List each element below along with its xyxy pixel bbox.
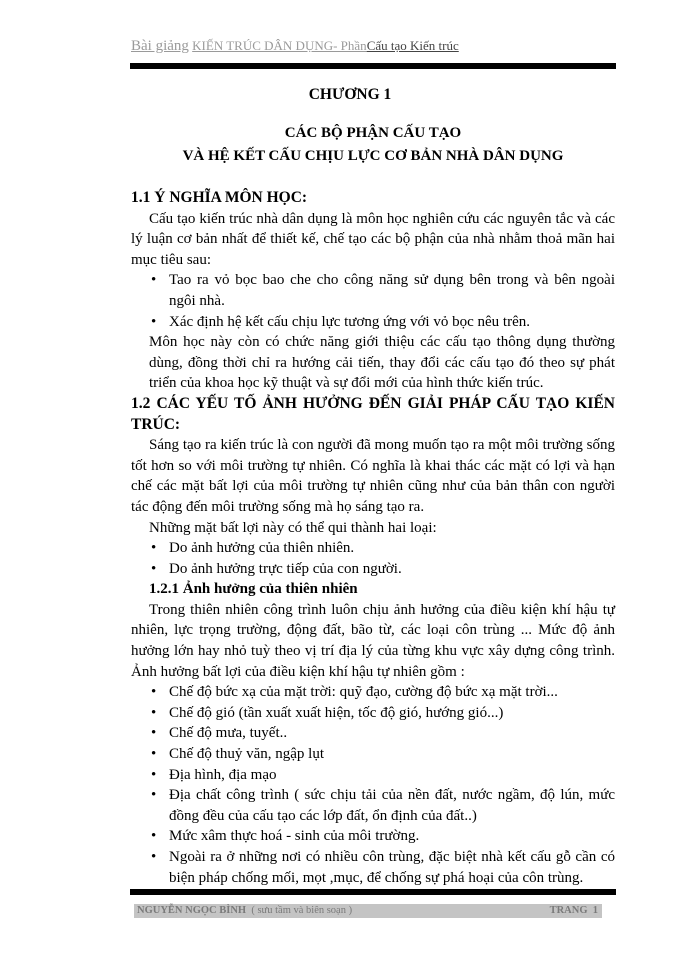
header-rule bbox=[130, 63, 616, 69]
list-item: • Xác định hệ kết cấu chịu lực tương ứng với vỏ bọc nêu trên. bbox=[131, 312, 615, 333]
chapter-title: CHƯƠNG 1 bbox=[308, 86, 392, 103]
footer-author: NGUYỄN NGỌC BÌNH bbox=[137, 905, 247, 916]
section-heading: 1.2 CÁC YẾU TỐ ẢNH HƯỞNG ĐẾN GIẢI PHÁP CẤU TẠO KIẾN TRÚC: bbox=[131, 394, 615, 433]
paragraph: Sáng tạo ra kiến trúc là con người đã mong muốn tạo ra một môi trường sống tốt hơn so với môi trường tự nhiên. Có nghĩa là khai thác các mặt có lợi và hạn chế các mặt bất lợi của môi trường tự nhiên cũng như của bản thân con người tác động đến môi trường sống mà họ sáng tạo ra. bbox=[131, 437, 615, 515]
list-item: • Địa hình, địa mạo bbox=[131, 765, 615, 786]
header-course: KIẾN TRÚC DÂN DỤNG- Phần bbox=[192, 38, 367, 53]
page-footer bbox=[134, 904, 602, 918]
list-item: • Địa chất công trình ( sức chịu tải của nền đất, nước ngầm, độ lún, mức đồng đều của cấu tạo các lớp đất, ổn định của đất..) bbox=[131, 785, 615, 826]
footer-note: ( sưu tầm và biên soạn ) bbox=[251, 905, 353, 916]
list-item: • Mức xâm thực hoá - sinh của môi trường. bbox=[131, 826, 615, 847]
page-label: TRANG bbox=[549, 905, 588, 916]
list-item: • Do ảnh hưởng trực tiếp của con người. bbox=[131, 559, 615, 580]
list-item: • Chế độ mưa, tuyết.. bbox=[131, 723, 615, 744]
paragraph: Trong thiên nhiên công trình luôn chịu ảnh hưởng của điều kiện khí hậu tự nhiên, lực trọng trường, động đất, bão từ, các loại côn trùng ... Mức độ ảnh hưởng lớn hay nhỏ tuỳ theo vị trí địa lý của từng khu vực xây dựng công trình. Ảnh hưởng bất lợi của điều kiện khí hậu tự nhiên gồm : bbox=[131, 601, 615, 680]
list-item: • Ngoài ra ở những nơi có nhiều côn trùng, đặc biệt nhà kết cấu gỗ cần có biện pháp chống mối, mọt ,mục, để chống sự phá hoại của côn trùng. bbox=[131, 847, 615, 888]
paragraph: Cấu tạo kiến trúc nhà dân dụng là môn học nghiên cứu các nguyên tắc và các lý luận cơ bản nhất để thiết kế, chế tạo các bộ phận của nhà nhằm thoả mãn hai mục tiêu sau: bbox=[131, 210, 615, 268]
list-item: • Do ảnh hưởng của thiên nhiên. bbox=[131, 538, 615, 559]
list-item: • Chế độ bức xạ của mặt trời: quỹ đạo, cường độ bức xạ mặt trời... bbox=[131, 682, 615, 703]
subsection-heading: 1.2.1 Ảnh hưởng của thiên nhiên bbox=[149, 581, 358, 598]
footer-rule bbox=[130, 889, 616, 895]
page-number: 1 bbox=[592, 905, 598, 916]
document-title bbox=[130, 122, 616, 168]
list-item: • Chế độ thuỷ văn, ngập lụt bbox=[131, 744, 615, 765]
bullet-list bbox=[131, 270, 615, 332]
bullet-list bbox=[131, 682, 615, 888]
section-heading: 1.1 Ý NGHĨA MÔN HỌC: bbox=[131, 189, 308, 206]
title-line: CÁC BỘ PHẬN CẤU TẠO bbox=[284, 125, 462, 141]
title-line: VÀ HỆ KẾT CẤU CHỊU LỰC CƠ BẢN NHÀ DÂN DỤNG bbox=[182, 148, 564, 164]
paragraph: Những mặt bất lợi này có thể qui thành hai loại: bbox=[149, 519, 437, 536]
bullet-list bbox=[131, 538, 615, 579]
list-item: • Chế độ gió (tần xuất xuất hiện, tốc độ gió, hướng gió...) bbox=[131, 703, 615, 724]
page-body bbox=[131, 188, 615, 888]
page-header bbox=[131, 38, 459, 55]
header-prefix: Bài giảng bbox=[131, 38, 189, 54]
paragraph: Môn học này còn có chức năng giới thiệu các cấu tạo thông dụng thường dùng, đồng thời chỉ ra hướng cải tiến, thay đổi các cấu tạo đó theo sự phát triển của khoa học kỹ thuật và sự đổi mới của hình thức kiến trúc. bbox=[149, 334, 615, 392]
list-item: • Tao ra vỏ bọc bao che cho công năng sử dụng bên trong và bên ngoài ngôi nhà. bbox=[131, 270, 615, 311]
header-part: Cấu tạo Kiến trúc bbox=[366, 38, 459, 53]
